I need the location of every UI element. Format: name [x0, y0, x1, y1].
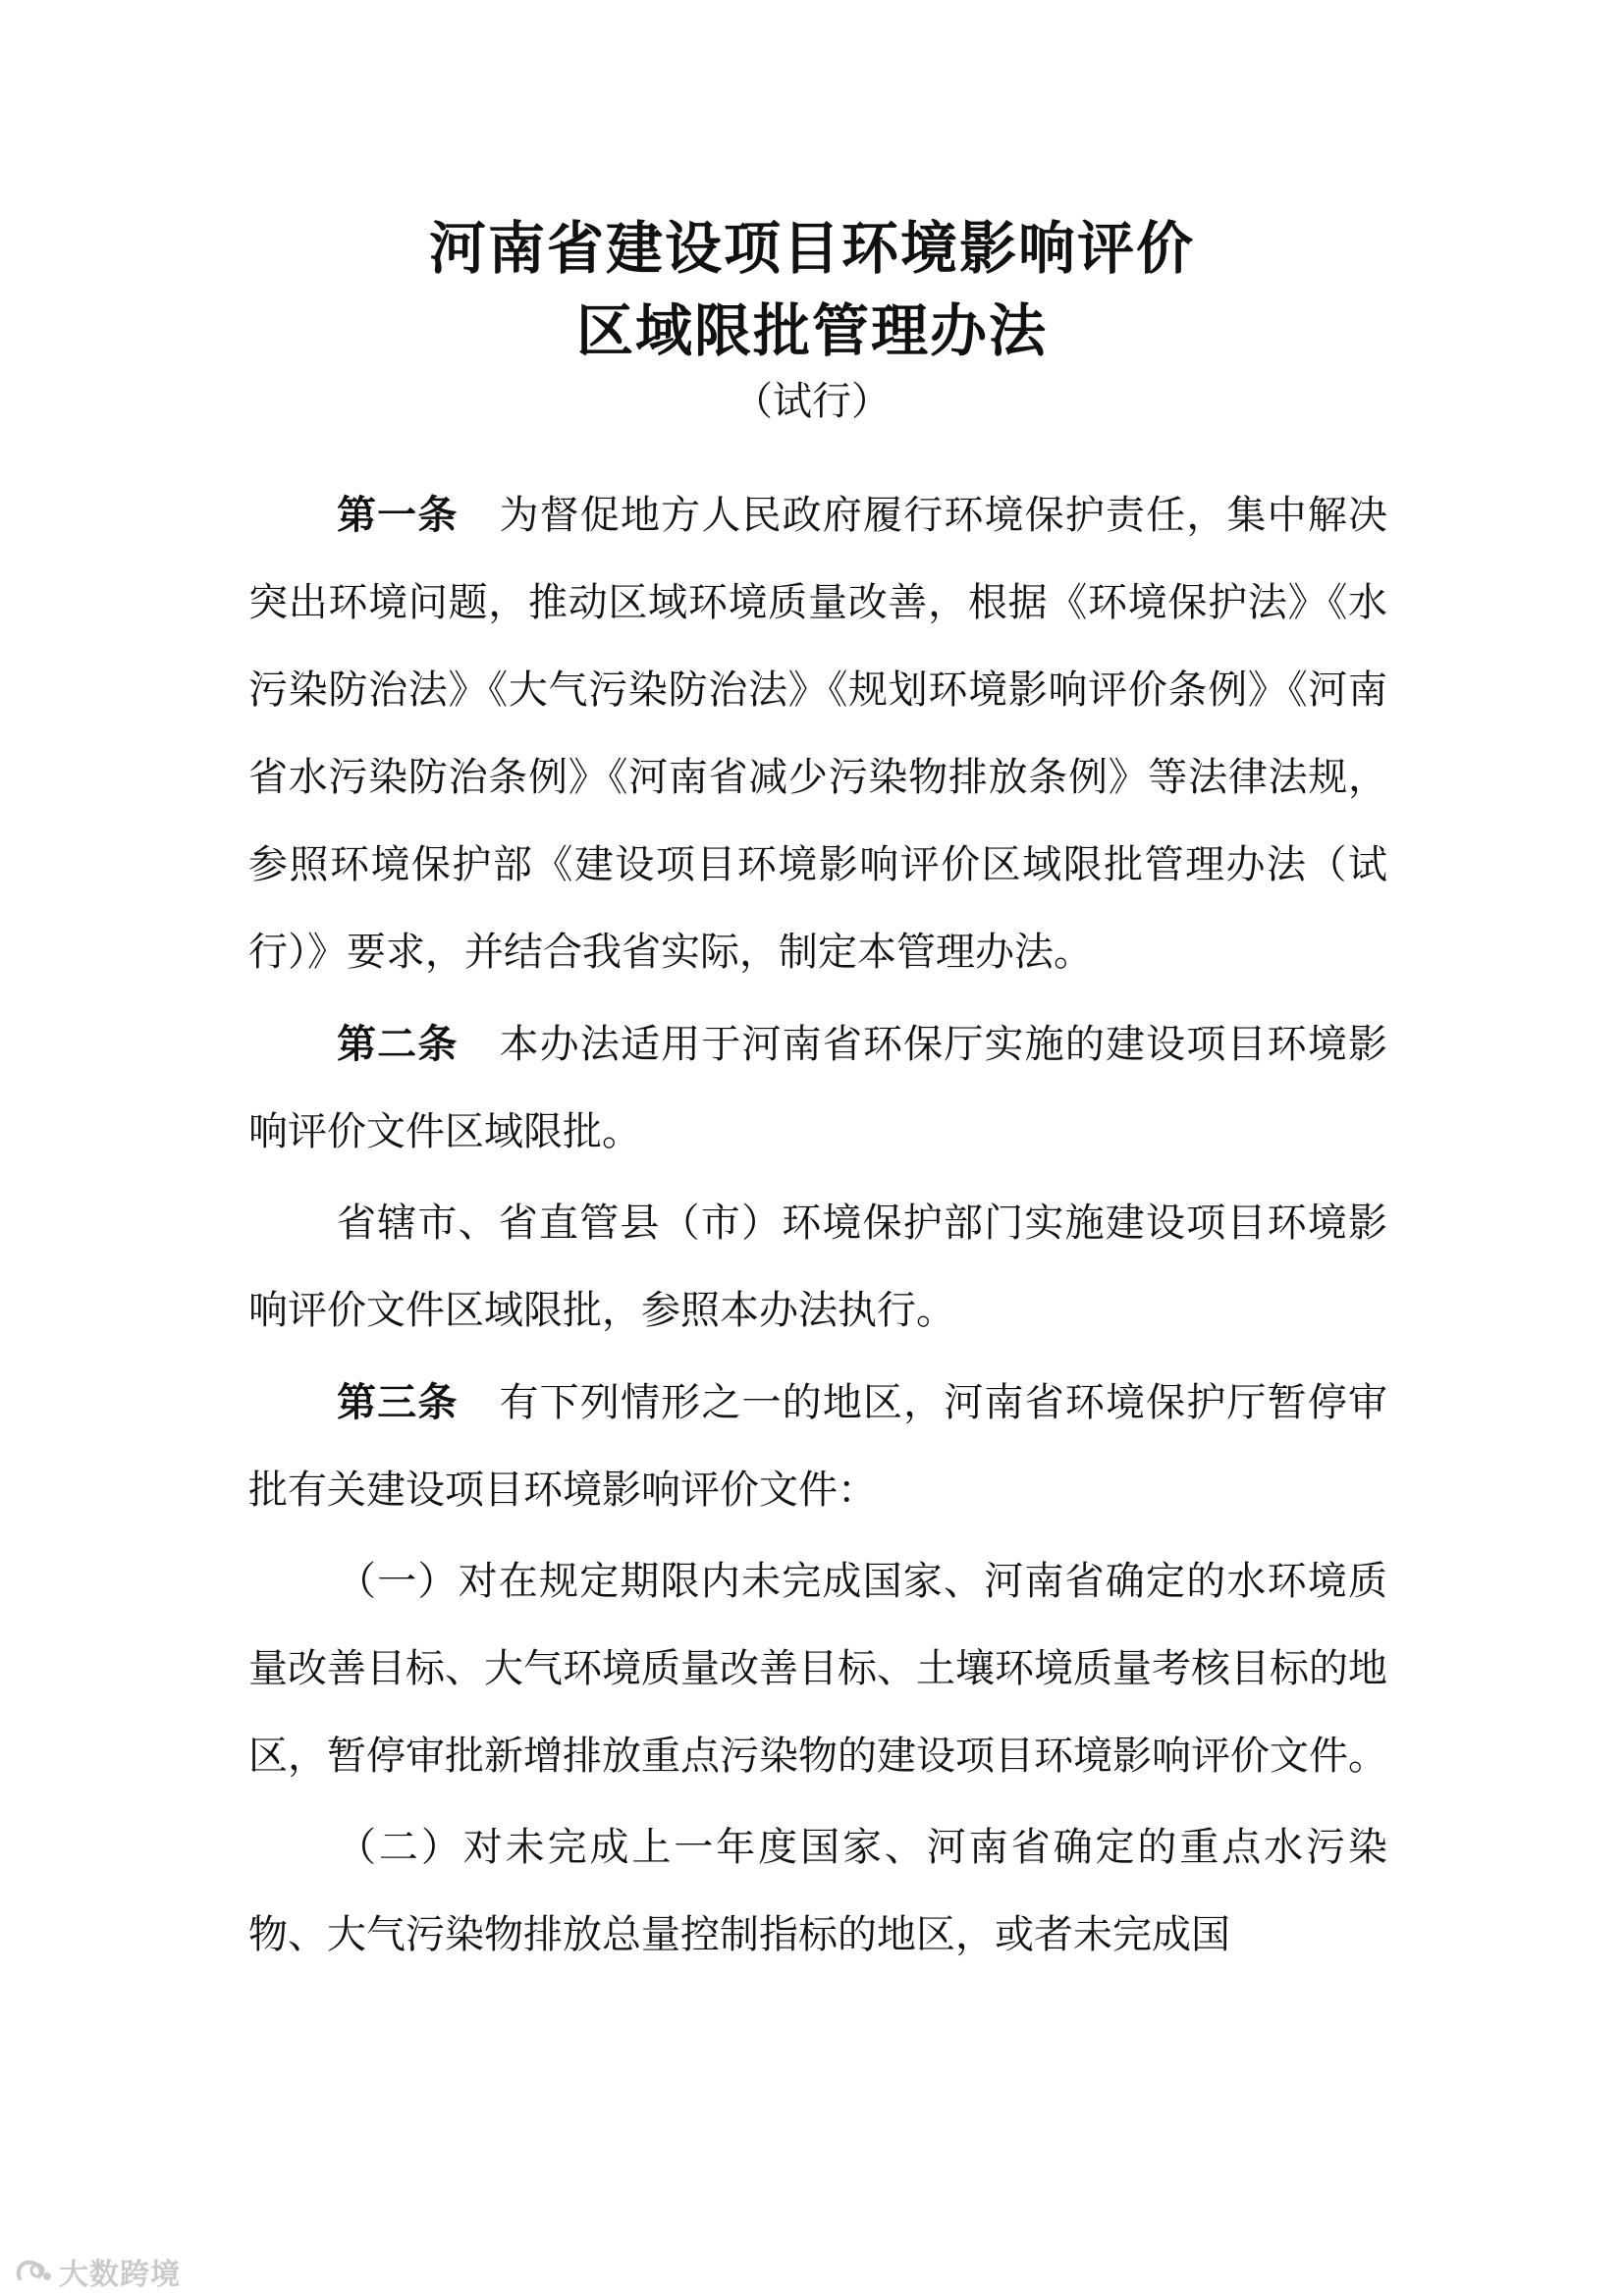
paragraph-text: 为督促地方人民政府履行环境保护责任，集中解决突出环境问题，推动区域环境质量改善，根据《环境保护法》《水污染防治法》《大气污染防治法》《规划环境影响评价条例》《河南省水污染防治条例》《河南省减少污染物排放条例》等法律法规，参照环境保护部《建设项目环境影响评价区域限批管理办法（试行）》要求，并结合我省实际，制定本管理办法。: [248, 493, 1387, 975]
watermark: [14, 2250, 181, 2293]
article-1-paragraph: [248, 471, 1387, 996]
article-3-item-2: [248, 1804, 1387, 1979]
article-2-paragraph: [248, 1000, 1387, 1176]
watermark-text: 大数跨境: [59, 2258, 181, 2292]
article-label: 第二条: [337, 1021, 459, 1067]
article-3-item-1: [248, 1538, 1387, 1800]
document-subtitle: （试行）: [733, 379, 891, 424]
paragraph-text: 省辖市、省直管县（市）环境保护部门实施建设项目环境影响评价文件区域限批，参照本办法执行。: [248, 1201, 1387, 1333]
document-body: [248, 471, 1387, 1979]
document-title-line-1: 河南省建设项目环境影响评价: [428, 215, 1195, 282]
brand-logo-icon: [14, 2257, 53, 2286]
document-title-line-2: 区域限批管理办法: [575, 297, 1048, 364]
article-label: 第三条: [337, 1379, 459, 1425]
paragraph-text: 本办法适用于河南省环保厅实施的建设项目环境影响评价文件区域限批。: [248, 1022, 1387, 1154]
article-3-paragraph: [248, 1359, 1387, 1534]
paragraph-text: （二）对未完成上一年度国家、河南省确定的重点水污染物、大气污染物排放总量控制指标的地区，或者未完成国: [248, 1825, 1387, 1957]
paragraph-text: 有下列情形之一的地区，河南省环境保护厅暂停审批有关建设项目环境影响评价文件：: [248, 1380, 1387, 1513]
article-2-sub-paragraph: [248, 1180, 1387, 1355]
article-label: 第一条: [337, 492, 459, 538]
paragraph-text: （一）对在规定期限内未完成国家、河南省确定的水环境质量改善目标、大气环境质量改善目标、土壤环境质量考核目标的地区，暂停审批新增排放重点污染物的建设项目环境影响评价文件。: [248, 1559, 1387, 1779]
